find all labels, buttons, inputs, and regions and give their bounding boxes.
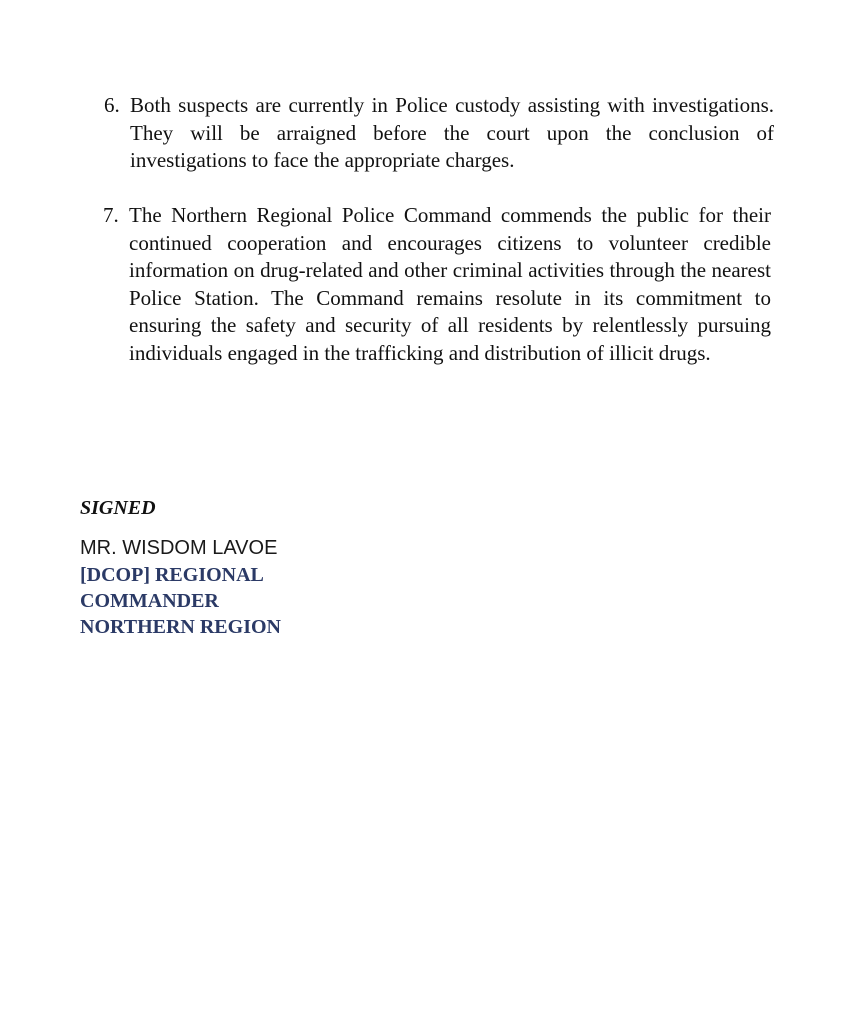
signatory-name: MR. WISDOM LAVOE — [80, 537, 278, 559]
paragraph-text: The Northern Regional Police Command commends the public for their continued cooperation and encourages citizens to volunteer credible information on drug-related and other criminal activities through the nearest Police Station. The Command remains resolute in its commitment to ensuring the safety and security of all residents by relentlessly pursuing individuals engaged in the trafficking and distribution of illicit drugs. — [129, 203, 771, 365]
paragraph-7 — [103, 202, 771, 367]
paragraph-text: Both suspects are currently in Police custody assisting with investigations. They will be arraigned before the court upon the conclusion of investigations to face the appropriate charges. — [130, 93, 774, 172]
signatory-title-line: COMMANDER — [80, 590, 219, 612]
paragraph-number: 6. — [104, 93, 120, 117]
signatory-region-line: NORTHERN REGION — [80, 616, 281, 638]
signatory-title-line: [DCOP] REGIONAL — [80, 564, 264, 586]
signed-label: SIGNED — [80, 497, 156, 519]
paragraph-number: 7. — [103, 203, 119, 227]
paragraph-6 — [104, 92, 774, 175]
